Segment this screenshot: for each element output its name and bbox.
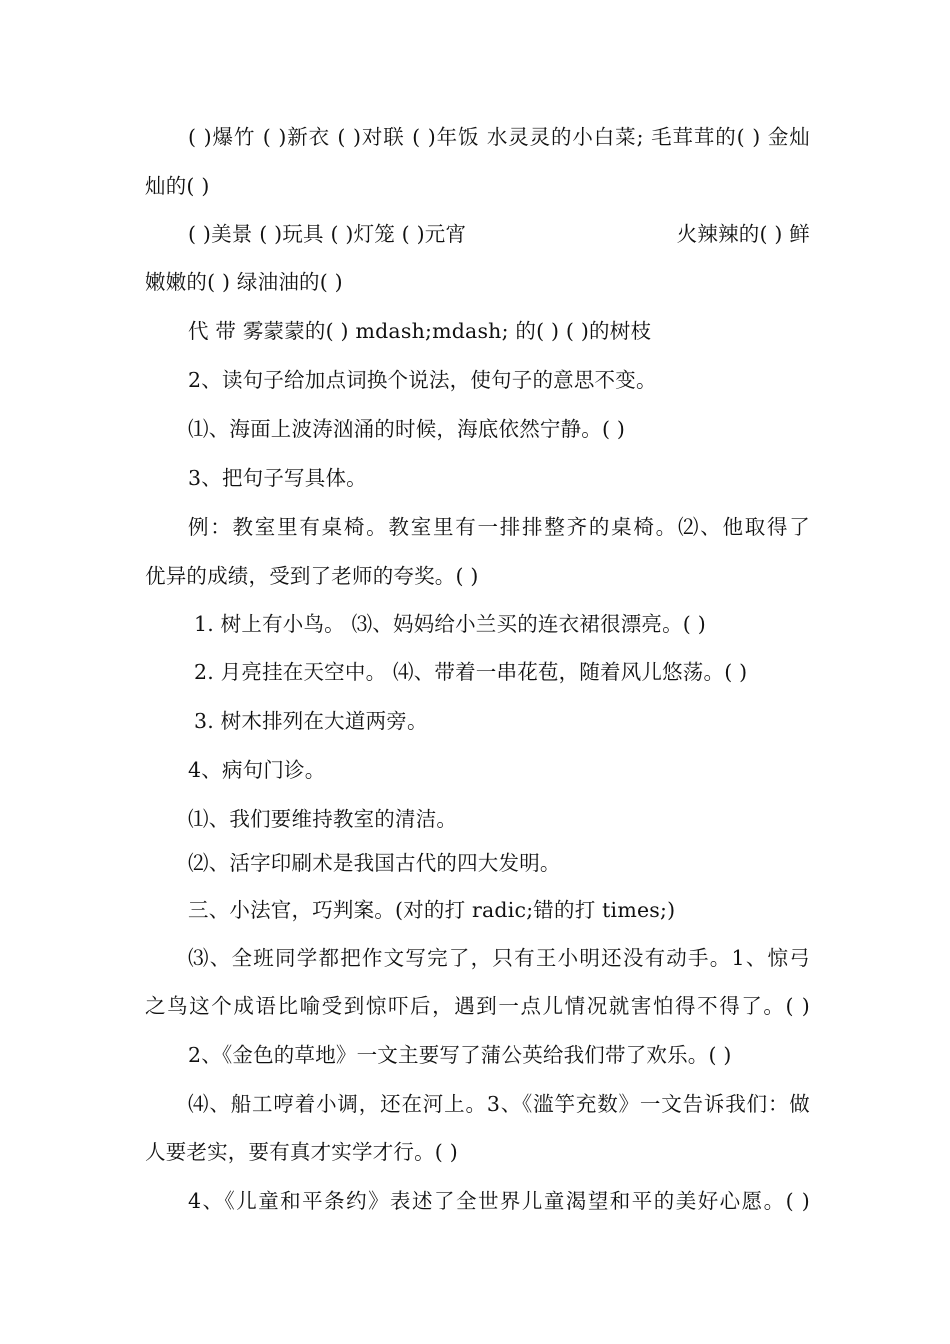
text-line: 3. 树木排列在大道两旁。 — [194, 709, 428, 733]
text-line: ( )美景 ( )玩具 ( )灯笼 ( )元宵 — [188, 222, 467, 246]
text-line: ( )爆竹 ( )新衣 ( )对联 ( )年饭 水灵灵的小白菜; 毛茸茸的( ) 金灿 — [188, 125, 810, 149]
text-line: 1. 树上有小鸟。 ⑶、妈妈给小兰买的连衣裙很漂亮。( ) — [194, 612, 706, 636]
question-heading: 3、把句子写具体。 — [188, 466, 367, 490]
text-line: 火辣辣的( ) 鲜 — [676, 222, 810, 246]
text-line: 2、《金色的草地》一文主要写了蒲公英给我们带了欢乐。( ) — [188, 1043, 732, 1067]
text-line: 之鸟这个成语比喻受到惊吓后，遇到一点儿情况就害怕得不得了。( ) — [145, 994, 810, 1018]
question-heading: 2、读句子给加点词换个说法，使句子的意思不变。 — [188, 368, 657, 392]
question-heading: 4、病句门诊。 — [188, 758, 326, 782]
text-line: ⑵、活字印刷术是我国古代的四大发明。 — [188, 851, 561, 875]
text-line: 优异的成绩，受到了老师的夸奖。( ) — [145, 564, 479, 588]
text-line: 2. 月亮挂在天空中。 ⑷、带着一串花苞，随着风儿悠荡。( ) — [194, 660, 748, 684]
text-line: 人要老实，要有真才实学才行。( ) — [145, 1140, 458, 1164]
text-line: 嫩嫩的( ) 绿油油的( ) — [145, 270, 343, 294]
text-line: 灿的( ) — [145, 174, 210, 198]
text-line: ⑴、海面上波涛汹涌的时候，海底依然宁静。( ) — [188, 417, 626, 441]
text-line: 4、《儿童和平条约》表述了全世界儿童渴望和平的美好心愿。( ) — [188, 1189, 810, 1213]
text-line: ⑷、船工哼着小调，还在河上。3、《滥竽充数》一文告诉我们：做 — [188, 1092, 810, 1116]
text-line: 例：教室里有桌椅。教室里有一排排整齐的桌椅。⑵、他取得了 — [188, 515, 810, 539]
text-line: ⑴、我们要维持教室的清洁。 — [188, 807, 458, 831]
text-line: ⑶、全班同学都把作文写完了，只有王小明还没有动手。1、惊弓 — [188, 946, 810, 970]
text-line: 代 带 雾蒙蒙的( ) mdash;mdash; 的( ) ( )的树枝 — [188, 319, 652, 343]
section-heading: 三、小法官，巧判案。(对的打 radic;错的打 times;) — [188, 898, 676, 922]
